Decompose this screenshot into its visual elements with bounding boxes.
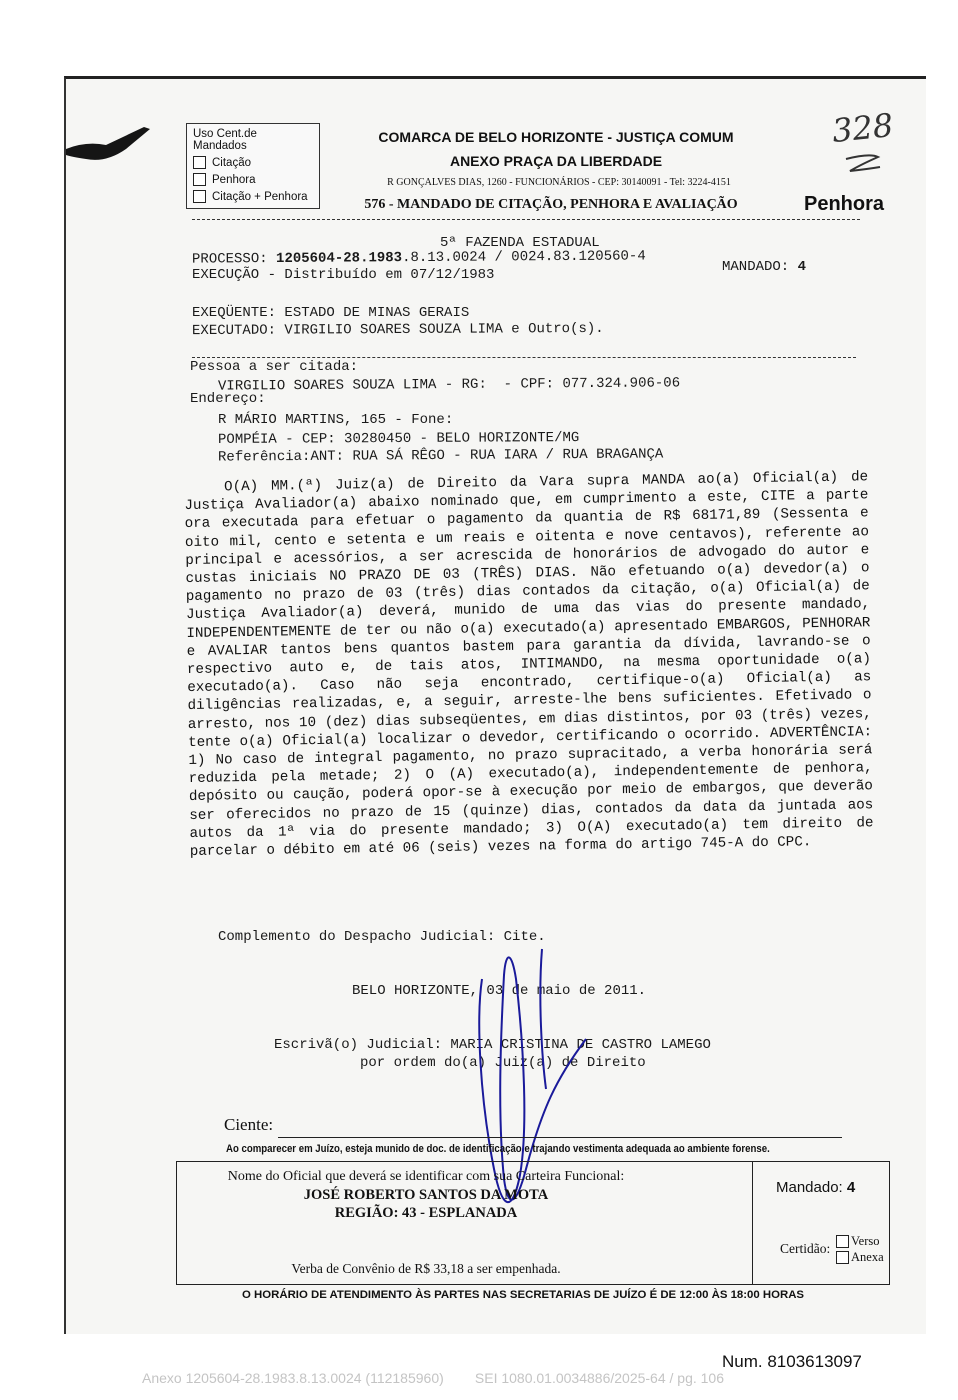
checkbox-icon[interactable]: [193, 190, 206, 203]
option-penhora[interactable]: [193, 173, 313, 186]
address-district: POMPÉIA - CEP: 30280450 - BELO HORIZONTE/MG: [217, 430, 580, 448]
address-reference: Referência:ANT: RUA SÁ RÊGO - RUA IARA / RUA BRAGANÇA: [217, 446, 664, 466]
option-label: Penhora: [212, 173, 256, 186]
clerk-order: por ordem do(a) Juiz(a) de Direito: [360, 1055, 646, 1071]
mandate-usage-box: [186, 123, 320, 209]
officer-intro: Nome do Oficial que deverá se identificar com sua Carteira Funcional:: [227, 1169, 625, 1184]
checkbox-icon[interactable]: [836, 1235, 849, 1248]
option-label: Citação + Penhora: [212, 190, 308, 203]
dispatch-complement: Complemento do Despacho Judicial: Cite.: [218, 929, 546, 945]
executado-line: EXECUTADO: VIRGILIO SOARES SOUZA LIMA e Outro(s).: [191, 320, 604, 340]
address-label: Endereço:: [190, 391, 266, 407]
checkbox-icon[interactable]: [193, 156, 206, 169]
person-label: Pessoa a ser citada:: [190, 359, 359, 375]
court-annex: ANEXO PRAÇA DA LIBERDADE: [449, 153, 663, 169]
footer-stamp: Anexo 1205604-28.1983.8.13.0024 (112185960) SEI 1080.01.0034886/2025-64 / pg. 106: [142, 1370, 724, 1386]
mandate-kind: Penhora: [804, 193, 885, 215]
officer-mandado-number: 4: [846, 1179, 856, 1196]
certidao-verso[interactable]: [836, 1233, 884, 1249]
divider-line: [192, 219, 860, 220]
hours-note: O HORÁRIO DE ATENDIMENTO ÀS PARTES NAS SECRETARIAS DE JUÍZO É DE 12:00 ÀS 18:00 HORAS: [242, 1289, 805, 1301]
usage-box-title: Uso Cent.de Mandados: [193, 128, 257, 152]
person-name: VIRGILIO SOARES SOUZA LIMA - RG: - CPF: 077.324.906-06: [217, 375, 681, 395]
mandate-title: 576 - MANDADO DE CITAÇÃO, PENHORA E AVALIAÇÃO: [364, 197, 738, 212]
officer-box-separator: [752, 1161, 753, 1285]
certidao-options: [836, 1233, 884, 1265]
handwritten-scribble: [840, 151, 890, 181]
option-label: Citação: [212, 156, 251, 169]
officer-region: REGIÃO: 43 - ESPLANADA: [334, 1205, 518, 1221]
handwritten-page-number: 328: [830, 105, 895, 151]
option-citacao-penhora[interactable]: [193, 190, 313, 203]
processo-label: PROCESSO:: [191, 251, 268, 268]
ciente-signature-line: [278, 1137, 842, 1138]
certidao-anexa[interactable]: [836, 1249, 884, 1265]
date-line: BELO HORIZONTE, 03 de maio de 2011.: [352, 983, 647, 999]
certidao-label: Certidão:: [780, 1241, 831, 1256]
mandado-number: 4: [797, 259, 807, 275]
checkbox-icon[interactable]: [193, 173, 206, 186]
ciente-label: Ciente:: [224, 1115, 274, 1134]
officer-verba: Verba de Convênio de R$ 33,18 a ser empenhada.: [291, 1261, 561, 1276]
mandado-label: MANDADO:: [722, 259, 790, 275]
exequente-line: EXEQÜENTE: ESTADO DE MINAS GERAIS: [192, 305, 470, 321]
ciente-note: Ao comparecer em Juízo, esteja munido de doc. de identificação e trajando vestimenta adequada ao ambiente forense.: [226, 1143, 770, 1155]
court-address: R GONÇALVES DIAS, 1260 - FUNCIONÁRIOS - CEP: 30140091 - Tel: 3224-4151: [387, 177, 731, 188]
divider-line: [192, 357, 856, 358]
mandate-body-text: O(A) MM.(ª) Juiz(a) de Direito da Vara supra MANDA ao(a) Oficial(a) de Justiça Avaliador(a) abaixo nominado que, em cumprimento a este, CITE a parte ora executada para efetuar o pagamento da quantia de R$ 68171,89 (Sessenta e oito mil, cento e setenta e um reais e oitenta e nove centavos), referente ao principal e acessórios, a ser acrescida de honorários de advogado do autor e custas iniciais NO PRAZO DE 03 (TRÊS) DIAS. Não efetuando o(a) devedor(a) o pagamento no prazo de 03 (três) dias contados da citação, o(a) Oficial(a) de Justiça Avaliador(a) deverá, munido de uma das vias do presente mandado, INDEPENDENTEMENTE de ter ou não o(a) executado(a) apresentado EMBARGOS, PENHORAR e AVALIAR tantos bens quantos bastem para garantia da dívida, lavrando-se o respectivo auto e, de tais atos, INTIMANDO, na mesma oportunidade o(a) executado(a). Caso não seja encontrado, certifique-o(a) Oficial(a) as diligências realizadas, e, a seguir, arreste-lhe bens suficientes. Efetivado o arresto, nos 10 (dez) dias subseqüentes, em dias distintos, por 03 (três) vezes, tente o(a) Oficial(a) localizar o devedor, certificando o ocorrido. ADVERTÊNCIA: 1) No caso de integral pagamento, no prazo supracitado, a verba honorária será reduzida pela metade; 2) O (A) executado(a), independentemente de penhora, depósito ou caução, poderá opor-se à execução por meio de embargos, que deverão ser oferecidos no prazo de 15 (quinze) dias, contados da data da juntada aos autos da 1ª via do presente mandado; 3) O(A) executado(a) tem direito de parcelar o débito em até 06 (seis) vezes na forma do artigo 745-A do CPC.: [184, 469, 874, 861]
mandate-body: [184, 468, 874, 861]
document-number: Num. 8103613097: [722, 1352, 862, 1371]
clerk-line: Escrivã(o) Judicial: MARIA CRISTINA DE CASTRO LAMEGO: [274, 1037, 711, 1053]
court-title: COMARCA DE BELO HORIZONTE - JUSTIÇA COMUM: [378, 129, 734, 145]
execucao-line: EXECUÇÃO - Distribuído em 07/12/1983: [192, 267, 495, 283]
scanned-document: [64, 76, 926, 1334]
processo-line: [192, 248, 646, 267]
ink-smudge-mark: [66, 119, 152, 163]
checkbox-icon[interactable]: [836, 1251, 849, 1264]
mandado-line: [722, 259, 806, 275]
officer-mandado-label: Mandado:: [776, 1179, 843, 1196]
verso-label: Verso: [851, 1234, 880, 1248]
address-street: R MÁRIO MARTINS, 165 - Fone:: [218, 412, 454, 428]
anexa-label: Anexa: [851, 1250, 884, 1264]
processo-number-bold: 1205604-28.1983: [275, 250, 403, 267]
option-citacao[interactable]: [193, 156, 313, 169]
officer-name: JOSÉ ROBERTO SANTOS DA MOTA: [303, 1187, 549, 1203]
processo-number-rest: .8.13.0024 / 0024.83.120560-4: [402, 248, 646, 267]
officer-mandado: [776, 1179, 855, 1196]
court-name: 5ª FAZENDA ESTADUAL: [440, 235, 600, 251]
